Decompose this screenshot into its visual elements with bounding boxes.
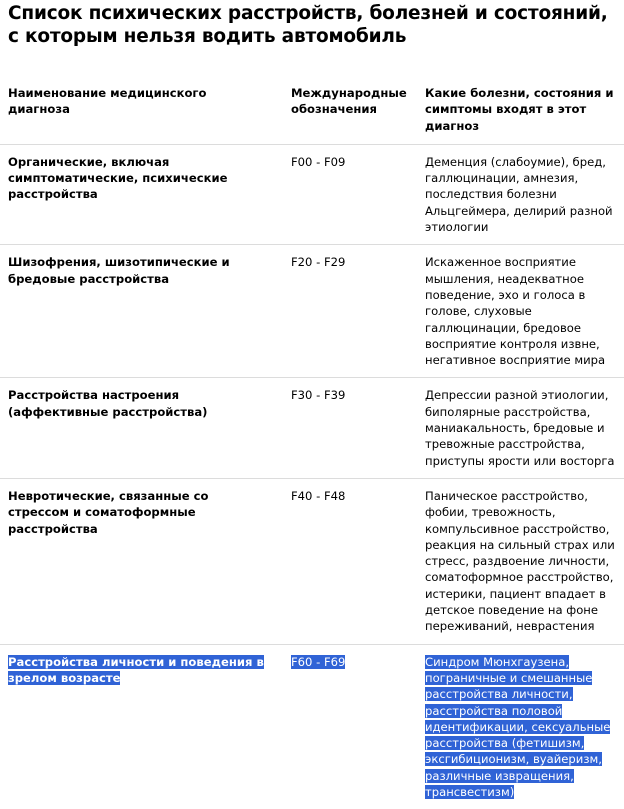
- diagnosis-name-cell: [0, 644, 283, 809]
- selected-text[interactable]: Синдром Мюнхгаузена, пограничные и смешанные расстройства личности, расстройства половой идентификации, сексуальные расстройства (фетишизм, эксгибиционизм, вуайеризм, различные извращения, трансвестизм): [425, 654, 611, 799]
- table-row: [0, 144, 624, 244]
- diagnosis-name: Расстройства настроения (аффективные расстройства): [0, 378, 283, 478]
- header-diagnosis-name: Наименование медицинского диагноза: [0, 80, 283, 144]
- diagnosis-symptoms: Искаженное восприятие мышления, неадекватное поведение, эхо и голоса в голове, слуховые галлюцинации, бредовое восприятие контроля извне, негативное восприятие мира: [417, 245, 624, 378]
- diagnosis-symptoms: Депрессии разной этиологии, биполярные расстройства, маниакальность, бредовые и тревожные расстройства, приступы ярости или восторга: [417, 378, 624, 478]
- page-title: Список психических расстройств, болезней и состояний, с которым нельзя водить автомобиль: [8, 3, 608, 47]
- diagnosis-symptoms: Паническое расстройство, фобии, тревожность, компульсивное расстройство, реакция на сильный страх или стресс, раздвоение личности, соматоформное расстройство, истерики, пациент впадает в детское поведение на фоне переживаний, неврастения: [417, 478, 624, 644]
- diagnosis-code-cell: [283, 644, 417, 809]
- diagnosis-name: Невротические, связанные со стрессом и соматоформные расстройства: [0, 478, 283, 644]
- table-row-selected: [0, 644, 624, 809]
- diagnosis-name: Органические, включая симптоматические, психические расстройства: [0, 144, 283, 244]
- table-row: [0, 378, 624, 478]
- table-header-row: [0, 80, 624, 144]
- diagnosis-symptoms-cell: [417, 644, 624, 809]
- header-symptoms: Какие болезни, состояния и симптомы входят в этот диагноз: [417, 80, 624, 144]
- table-row: [0, 478, 624, 644]
- diagnosis-symptoms: Деменция (слабоумие), бред, галлюцинации, амнезия, последствия болезни Альцгеймера, делирий разной этиологии: [417, 144, 624, 244]
- header-international-codes: Международные обозначения: [283, 80, 417, 144]
- diagnosis-name: Шизофрения, шизотипические и бредовые расстройства: [0, 245, 283, 378]
- selected-text[interactable]: F60 - F69: [291, 654, 346, 669]
- selected-text[interactable]: Расстройства личности и поведения в зрелом возрасте: [8, 654, 264, 685]
- table-row: [0, 245, 624, 378]
- diagnosis-table: [0, 80, 624, 809]
- diagnosis-code: F30 - F39: [283, 378, 417, 478]
- diagnosis-code: F20 - F29: [283, 245, 417, 378]
- diagnosis-code: F40 - F48: [283, 478, 417, 644]
- diagnosis-code: F00 - F09: [283, 144, 417, 244]
